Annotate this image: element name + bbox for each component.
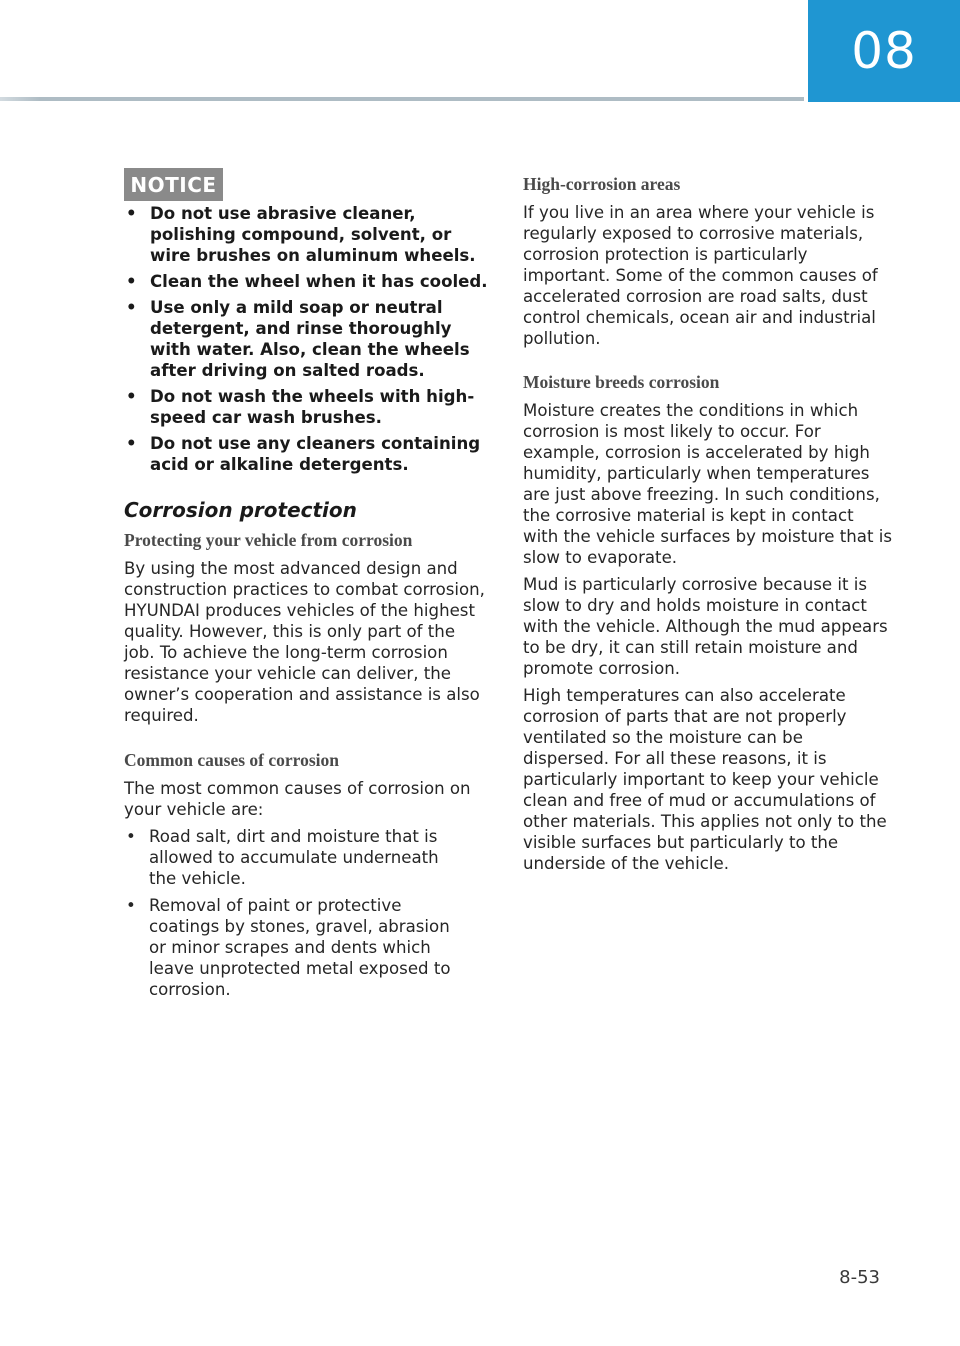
high-corrosion-section — [523, 174, 893, 349]
high-corrosion-heading: High-corrosion areas — [523, 174, 681, 194]
bullet-icon: • — [126, 298, 137, 317]
bullet-icon: • — [126, 272, 137, 291]
moisture-heading: Moisture breeds corrosion — [523, 372, 720, 392]
notice-item: • Use only a mild soap or neutral detergent, and rinse thoroughly with water. Also, clean the wheels after driving on salted roads. — [126, 298, 470, 380]
moisture-paragraph: Moisture creates the conditions in which corrosion is most likely to occur. For example, corrosion is accelerated by high humidity, particularly when temperatures are just above freezing. In such conditions, the corrosive material is kept in contact with the vehicle surfaces by moisture that is slow to evaporate. — [523, 401, 893, 567]
moisture-section — [523, 372, 893, 874]
common-causes-section — [124, 750, 488, 1006]
list-item: • Road salt, dirt and moisture that is allowed to accumulate underneath the vehicle. — [126, 827, 439, 888]
notice-item: • Do not use any cleaners containing acid or alkaline detergents. — [126, 434, 481, 474]
bullet-icon: • — [126, 387, 137, 406]
section-title: Corrosion protection — [124, 498, 357, 522]
protecting-body: By using the most advanced design and construction practices to combat corrosion, HYUNDAI produces vehicles of the highest quality. However, this is only part of the job. To achieve the long-term corrosion resistance your vehicle can deliver, the owner’s cooperation and assistance is also required. — [124, 559, 485, 725]
common-causes-heading: Common causes of corrosion — [124, 750, 340, 770]
chapter-number: 08 — [851, 22, 917, 80]
notice-item: • Clean the wheel when it has cooled. — [126, 272, 488, 291]
notice-list — [124, 203, 490, 480]
common-causes-intro: The most common causes of corrosion on your vehicle are: — [124, 779, 471, 819]
bullet-icon: • — [126, 827, 136, 846]
bullet-icon: • — [126, 434, 137, 453]
high-corrosion-body: If you live in an area where your vehicle is regularly exposed to corrosive materials, corrosion protection is particularly important. Some of the common causes of accelerated corrosion are road salts, dust control chemicals, ocean air and industrial pollution. — [523, 203, 878, 348]
common-causes-list — [124, 826, 469, 1000]
moisture-paragraph: Mud is particularly corrosive because it is slow to dry and holds moisture in contact with the vehicle. Although the mud appears to be dry, it can still retain moisture and promote corrosion. — [523, 575, 888, 678]
notice-badge: NOTICE — [124, 168, 223, 201]
bullet-icon: • — [126, 896, 136, 915]
protecting-heading: Protecting your vehicle from corrosion — [124, 530, 413, 550]
notice-item: • Do not wash the wheels with high-speed car wash brushes. — [126, 387, 475, 427]
list-item: • Removal of paint or protective coatings by stones, gravel, abrasion or minor scrapes and dents which leave unprotected metal exposed to corrosion. — [126, 896, 451, 999]
header-rule — [0, 97, 804, 101]
notice-item: • Do not use abrasive cleaner, polishing compound, solvent, or wire brushes on aluminum wheels. — [126, 204, 476, 265]
bullet-icon: • — [126, 204, 137, 223]
chapter-tab — [808, 0, 960, 102]
protecting-section — [124, 530, 488, 726]
moisture-paragraph: High temperatures can also accelerate corrosion of parts that are not properly ventilated so the moisture can be dispersed. For all these reasons, it is particularly important to keep your vehicle clean and free of mud or accumulations of other materials. This applies not only to the visible surfaces but particularly to the underside of the vehicle. — [523, 686, 887, 873]
page-number: 8-53 — [839, 1267, 880, 1288]
